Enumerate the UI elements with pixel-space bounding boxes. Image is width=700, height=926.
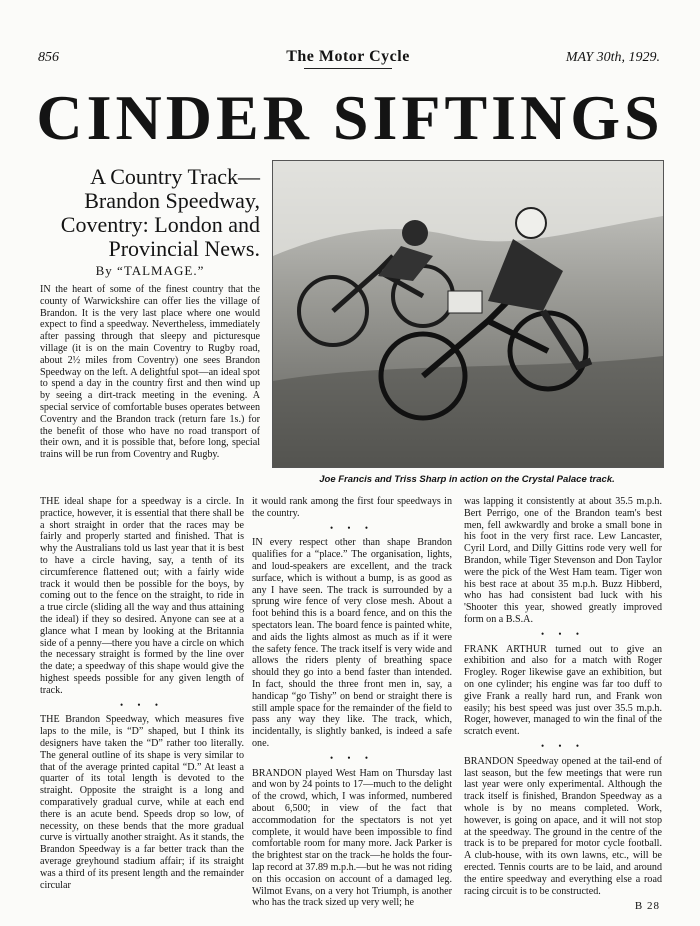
page-footer-code: B 28 <box>634 900 660 912</box>
section-divider: • • • <box>541 628 585 639</box>
column-right <box>464 496 662 897</box>
paragraph-organisation: IN every respect other than shape Brandon qualifies for a “place.” The organisation, lights, and loud-speakers are excellent, and the track surface, which is without a bump, is as good as any I have seen. The track is surrounded by a sprung wire fence of very close mesh. About a foot behind this is a board fence, and on this the spectators lean. The board fence is painted white, and aids the lights almost as much as if it were the safety fence. The track itself is very wide and allows the riders plenty of breathing space should they go into a bend faster than intended. In fact, should the three front men in, say, a handicap “go Tishy” on bend or straight there is still ample space for the remainder of the field to pass any way they like. The track, which, incidentally, is slightly banked, is indeed a safe one. <box>252 537 452 749</box>
issue-date: MAY 30th, 1929. <box>565 50 660 65</box>
section-divider: • • • <box>120 699 164 710</box>
byline: By “TALMAGE.” <box>95 263 205 278</box>
photo-caption: Joe Francis and Triss Sharp in action on the Crystal Palace track. <box>319 474 615 485</box>
paragraph-west-ham: BRANDON played West Ham on Thursday last and won by 24 points to 17—much to the delight of the crowd, which, I was informed, numbered about 6,500; in view of the fact that accommodation for the spectators is not yet complete, it would have been impossible to find comfortable room for many more. Jack Parker is the brightest star on the track—he holds the four-lap record at 37.89 m.p.h.—but he was not riding on this occasion on account of a damaged leg. Wilmot Evans, on a very hot Triumph, is another who has the track sized up very well; he <box>252 767 452 909</box>
paragraph-intro: IN the heart of some of the finest country that the county of Warwickshire can offer lies the village of Brandon. It is the very last place where one would expect to find a speedway. Nevertheless, immediately after passing through that sleepy and picturesque village (it is on the main Coventry to Rugby road, about 2½ miles from Coventry) one sees Brandon Speedway on the left. A delightful spot—an ideal spot to spend a day in the country first and then wind up by seeing a dirt-track meeting in the evening. A special service of comfortable buses operates between Coventry and the Brandon track (return fare 1s.) for the benefit of those who have no road transport of their own, and it is possible that, before long, special trains will be run from Coventry and Rugby. <box>40 284 260 461</box>
riders-illustration <box>273 161 663 467</box>
page-header <box>38 48 660 74</box>
column-middle <box>252 496 452 909</box>
magazine-masthead: The Motor Cycle <box>278 48 418 69</box>
paragraph-ideal-shape: THE ideal shape for a speedway is a circle. In practice, however, it is essential that there shall be a short straight in order that the races may be fairly and properly started and finished. That is why the Australians told us last year that it is best to have a circle having, say, a tenth of its circumference flattened out; with a fairly wide track it would then be possible for the boys, by coming out to the fence on the straight, to ride in a true circle (sliding all the way and thus attaining the ideal) if they so desired. Anyone can see at a glance what I mean by looking at the Britannia side of a penny—there you have a circle on which the necessary straight is formed by the line over the date; a speedway of this shape would give the highest speeds possible for any given length of track. <box>40 496 244 696</box>
column-intro <box>40 284 260 461</box>
paragraph-riders: was lapping it consistently at about 35.5 m.p.h. Bert Perrigo, one of the Brandon team's best men, fell awkwardly and broke a small bone in his foot in the very first race. Lew Lancaster, Cyril Lord, and Dilly Gittins rode very well for Brandon, while Tiger Stevenson and Don Taylor were the pick of the West Ham team. Tiger won his best race at about 35 m.p.h. Buzz Hibberd, who has had consistent bad luck with his 'Shooter this year, showed greatly improved form on a B.S.A. <box>464 496 662 625</box>
section-divider: • • • <box>330 522 374 533</box>
paragraph-d-shape: THE Brandon Speedway, which measures five laps to the mile, is “D” shaped, but I think its designers have taken the “D” rather too literally. The general outline of its shape is very similar to that of the average printed capital “D.” At least a quarter of its total length is devoted to the straight. Opposite the straight is a long and comparatively gradual curve, while at each end there is an acute bend. Speeds drop so low, of necessity, on these bends that the more gradual curve is virtually another straight. As it stands, the Brandon Speedway is a far better track than the average greyhound stadium affair; if its straight was a third of its present length and the remainder circular <box>40 714 244 891</box>
section-divider: • • • <box>541 740 585 751</box>
paragraph-brandon-opened: BRANDON Speedway opened at the tail-end of last season, but the few meetings that were run last year were only experimental. Although the track itself is finished, Brandon Speedway as a whole is by no means completed. Work, however, is going on apace, and it will not stop at the speedway. The ground in the centre of the track is to be prepared for motor cycle football. A club-house, with its own lawns, etc., will be erected. Tennis courts are to be laid, and around the entire speedway and everything else a road racing circuit is to be constructed. <box>464 755 662 897</box>
paragraph-continuation: it would rank among the first four speedways in the country. <box>252 496 452 519</box>
article-title: CINDER SIFTINGS <box>36 82 664 153</box>
section-divider: • • • <box>330 752 374 763</box>
paragraph-frank-arthur: FRANK ARTHUR turned out to give an exhibition and also for a match with Roger Frogley. Roger likewise gave an exhibition, but on one cylinder; his engine was far too duff to give Frank a really hard run, and Frank won easily; his best speed was just over 35.5 m.p.h. Roger, however, managed to win the final of the scratch event. <box>464 643 662 738</box>
article-subheading: A Country Track—Brandon Speedway, Coventry: London and Provincial News. <box>60 164 260 261</box>
column-left <box>40 496 244 891</box>
speedway-photo <box>272 160 664 468</box>
page-number: 856 <box>38 50 59 65</box>
